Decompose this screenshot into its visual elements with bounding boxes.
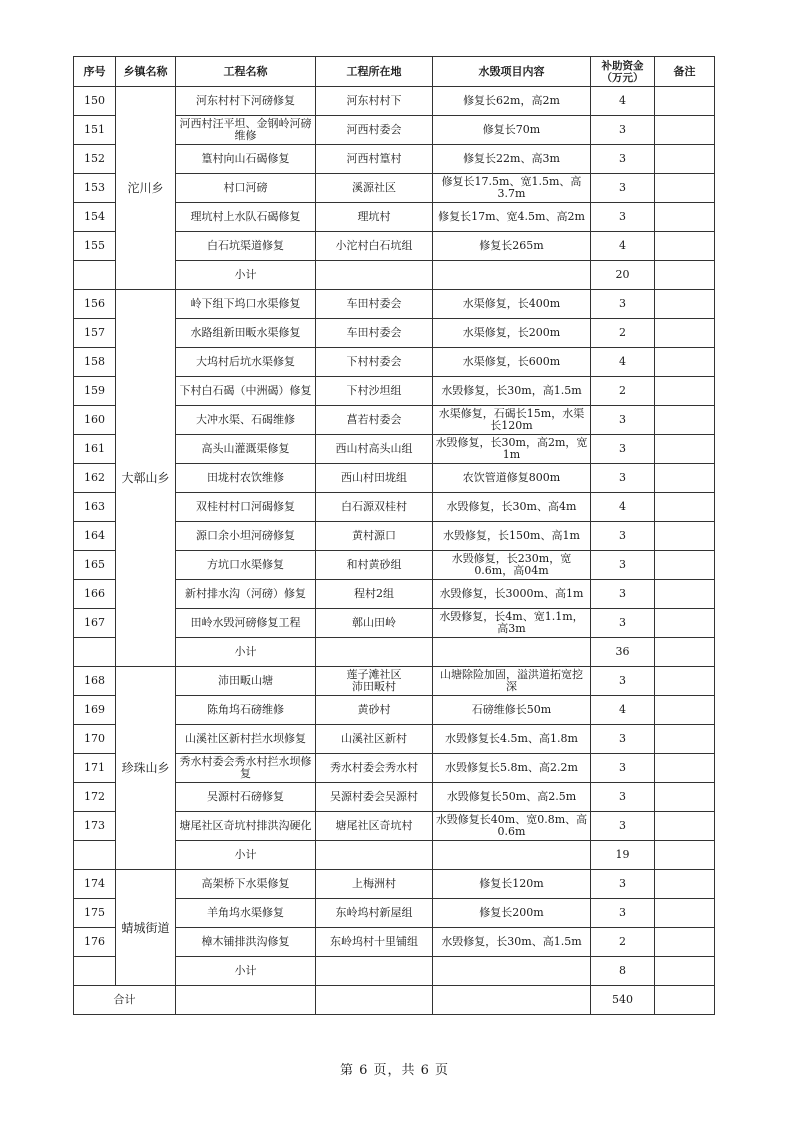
- fund-amount: 2: [591, 928, 655, 957]
- remark-cell: [655, 232, 715, 261]
- fund-amount: 3: [591, 870, 655, 899]
- project-location: 黄砂村: [316, 696, 433, 725]
- project-location: 小沱村白石坑组: [316, 232, 433, 261]
- project-name: 方坑口水渠修复: [176, 551, 316, 580]
- header-content: 水毁项目内容: [433, 57, 591, 87]
- fund-amount: 3: [591, 203, 655, 232]
- remark-cell: [655, 928, 715, 957]
- header-fund: 补助资金 （万元）: [591, 57, 655, 87]
- row-no: 163: [74, 493, 116, 522]
- project-location: 莲子滩社区 沛田畈村: [316, 667, 433, 696]
- fund-amount: 3: [591, 580, 655, 609]
- remark-cell: [655, 667, 715, 696]
- project-location: 黄村源口: [316, 522, 433, 551]
- header-town: 乡镇名称: [116, 57, 176, 87]
- town-name: 大鄣山乡: [116, 290, 176, 667]
- project-content: 修复长70m: [433, 116, 591, 145]
- project-location: 车田村委会: [316, 290, 433, 319]
- fund-amount: 3: [591, 551, 655, 580]
- row-no: 153: [74, 174, 116, 203]
- project-content: 水渠修复，石碣长15m，水渠长120m: [433, 406, 591, 435]
- subtotal-remark-cell: [655, 638, 715, 667]
- total-location-cell: [316, 986, 433, 1015]
- project-content: 水渠修复，长600m: [433, 348, 591, 377]
- page-footer: 第 6 页，共 6 页: [339, 1063, 450, 1078]
- header-remark: 备注: [655, 57, 715, 87]
- project-name: 秀水村委会秀水村拦水坝修复: [176, 754, 316, 783]
- total-project-cell: [176, 986, 316, 1015]
- subtotal-location-cell: [316, 957, 433, 986]
- remark-cell: [655, 551, 715, 580]
- subtotal-amount: 36: [591, 638, 655, 667]
- fund-amount: 4: [591, 87, 655, 116]
- row-no: 157: [74, 319, 116, 348]
- project-name: 村口河磅: [176, 174, 316, 203]
- project-name: 羊角坞水渠修复: [176, 899, 316, 928]
- project-location: 下村村委会: [316, 348, 433, 377]
- town-name: 珍珠山乡: [116, 667, 176, 870]
- town-name: 沱川乡: [116, 87, 176, 290]
- project-location: 吴源村委会吴源村: [316, 783, 433, 812]
- project-content: 水毁修复，长30m、高4m: [433, 493, 591, 522]
- fund-amount: 3: [591, 667, 655, 696]
- project-name: 源口余小坦河磅修复: [176, 522, 316, 551]
- town-name: 蜻城街道: [116, 870, 176, 986]
- project-location: 东岭坞村新屋组: [316, 899, 433, 928]
- project-location: 菖若村委会: [316, 406, 433, 435]
- row-no: 174: [74, 870, 116, 899]
- header-project: 工程名称: [176, 57, 316, 87]
- fund-amount: 3: [591, 406, 655, 435]
- project-name: 双桂村村口河碣修复: [176, 493, 316, 522]
- subtotal-label: 小计: [176, 957, 316, 986]
- remark-cell: [655, 609, 715, 638]
- row-no: 154: [74, 203, 116, 232]
- project-name: 篁村向山石碣修复: [176, 145, 316, 174]
- remark-cell: [655, 464, 715, 493]
- remark-cell: [655, 580, 715, 609]
- row-no: 159: [74, 377, 116, 406]
- total-content-cell: [433, 986, 591, 1015]
- project-name: 岭下组下坞口水渠修复: [176, 290, 316, 319]
- project-location: 西山村田垅组: [316, 464, 433, 493]
- project-name: 樟木铺排洪沟修复: [176, 928, 316, 957]
- header-location: 工程所在地: [316, 57, 433, 87]
- project-location: 和村黄砂组: [316, 551, 433, 580]
- remark-cell: [655, 754, 715, 783]
- subtotal-location-cell: [316, 638, 433, 667]
- project-location: 下村沙坦组: [316, 377, 433, 406]
- project-name: 水路组新田畈水渠修复: [176, 319, 316, 348]
- fund-amount: 3: [591, 116, 655, 145]
- subtotal-remark-cell: [655, 261, 715, 290]
- project-content: 修复长62m，高2m: [433, 87, 591, 116]
- project-location: 程村2组: [316, 580, 433, 609]
- fund-amount: 2: [591, 319, 655, 348]
- subtotal-location-cell: [316, 261, 433, 290]
- subtotal-amount: 19: [591, 841, 655, 870]
- project-content: 水毁修复长50m、高2.5m: [433, 783, 591, 812]
- project-name: 新村排水沟（河磅）修复: [176, 580, 316, 609]
- row-no: 172: [74, 783, 116, 812]
- row-no: 162: [74, 464, 116, 493]
- remark-cell: [655, 899, 715, 928]
- row-no: 150: [74, 87, 116, 116]
- fund-amount: 3: [591, 174, 655, 203]
- total-label: 合计: [74, 986, 176, 1015]
- project-name: 高架桥下水渠修复: [176, 870, 316, 899]
- project-name: 理坑村上水队石碣修复: [176, 203, 316, 232]
- remark-cell: [655, 145, 715, 174]
- fund-amount: 4: [591, 493, 655, 522]
- project-name: 高头山灌溉渠修复: [176, 435, 316, 464]
- project-name: 河西村汪平坦、金钢岭河磅维修: [176, 116, 316, 145]
- project-name: 下村白石碣（中洲碣）修复: [176, 377, 316, 406]
- table-row: [74, 667, 715, 696]
- remark-cell: [655, 493, 715, 522]
- subtotal-no-cell: [74, 261, 116, 290]
- project-name: 塘尾社区奇坑村排洪沟硬化: [176, 812, 316, 841]
- subtotal-location-cell: [316, 841, 433, 870]
- fund-amount: 3: [591, 522, 655, 551]
- header-no: 序号: [74, 57, 116, 87]
- fund-amount: 3: [591, 435, 655, 464]
- project-location: 白石源双桂村: [316, 493, 433, 522]
- row-no: 166: [74, 580, 116, 609]
- remark-cell: [655, 319, 715, 348]
- fund-amount: 3: [591, 754, 655, 783]
- row-no: 175: [74, 899, 116, 928]
- fund-amount: 4: [591, 232, 655, 261]
- subtotal-remark-cell: [655, 841, 715, 870]
- row-no: 151: [74, 116, 116, 145]
- project-content: 水毁修复长4.5m、高1.8m: [433, 725, 591, 754]
- subtotal-no-cell: [74, 957, 116, 986]
- row-no: 173: [74, 812, 116, 841]
- fund-amount: 3: [591, 290, 655, 319]
- project-content: 农饮管道修复800m: [433, 464, 591, 493]
- project-location: 塘尾社区奇坑村: [316, 812, 433, 841]
- project-location: 东岭坞村十里铺组: [316, 928, 433, 957]
- project-content: 水毁修复长40m、宽0.8m、高0.6m: [433, 812, 591, 841]
- project-location: 河东村村下: [316, 87, 433, 116]
- subtotal-no-cell: [74, 638, 116, 667]
- project-content: 山塘除险加固，溢洪道拓宽挖深: [433, 667, 591, 696]
- remark-cell: [655, 696, 715, 725]
- project-content: 水毁修复，长150m、高1m: [433, 522, 591, 551]
- row-no: 170: [74, 725, 116, 754]
- fund-amount: 3: [591, 145, 655, 174]
- remark-cell: [655, 174, 715, 203]
- project-content: 修复长120m: [433, 870, 591, 899]
- project-name: 河东村村下河磅修复: [176, 87, 316, 116]
- project-content: 水毁修复，长30m、高1.5m: [433, 928, 591, 957]
- project-content: 修复长17m、宽4.5m、高2m: [433, 203, 591, 232]
- fund-amount: 3: [591, 899, 655, 928]
- project-content: 水毁修复，长3000m、高1m: [433, 580, 591, 609]
- row-no: 168: [74, 667, 116, 696]
- project-name: 吴源村石磅修复: [176, 783, 316, 812]
- table-row: [74, 870, 715, 899]
- remark-cell: [655, 377, 715, 406]
- project-name: 大坞村后坑水渠修复: [176, 348, 316, 377]
- table-row: [74, 290, 715, 319]
- project-content: 水毁修复，长30m，高1.5m: [433, 377, 591, 406]
- remark-cell: [655, 203, 715, 232]
- header-row: [74, 57, 715, 87]
- project-content: 石磅维修长50m: [433, 696, 591, 725]
- remark-cell: [655, 522, 715, 551]
- project-name: 陈角坞石磅维修: [176, 696, 316, 725]
- remark-cell: [655, 406, 715, 435]
- subtotal-label: 小计: [176, 841, 316, 870]
- fund-amount: 4: [591, 348, 655, 377]
- project-content: 水毁修复长5.8m、高2.2m: [433, 754, 591, 783]
- project-location: 西山村高头山组: [316, 435, 433, 464]
- total-row: [74, 986, 715, 1015]
- row-no: 156: [74, 290, 116, 319]
- fund-amount: 3: [591, 609, 655, 638]
- funding-table: [73, 56, 715, 1015]
- remark-cell: [655, 87, 715, 116]
- row-no: 165: [74, 551, 116, 580]
- project-location: 河西村篁村: [316, 145, 433, 174]
- subtotal-amount: 8: [591, 957, 655, 986]
- row-no: 164: [74, 522, 116, 551]
- project-content: 修复长265m: [433, 232, 591, 261]
- row-no: 155: [74, 232, 116, 261]
- fund-amount: 3: [591, 464, 655, 493]
- project-location: 鄣山田岭: [316, 609, 433, 638]
- project-content: 水渠修复，长200m: [433, 319, 591, 348]
- remark-cell: [655, 870, 715, 899]
- project-location: 理坑村: [316, 203, 433, 232]
- project-location: 车田村委会: [316, 319, 433, 348]
- remark-cell: [655, 290, 715, 319]
- total-amount: 540: [591, 986, 655, 1015]
- subtotal-content-cell: [433, 841, 591, 870]
- row-no: 158: [74, 348, 116, 377]
- table-row: [74, 87, 715, 116]
- project-content: 水渠修复，长400m: [433, 290, 591, 319]
- remark-cell: [655, 116, 715, 145]
- row-no: 152: [74, 145, 116, 174]
- project-location: 河西村委会: [316, 116, 433, 145]
- project-name: 田垅村农饮维修: [176, 464, 316, 493]
- subtotal-content-cell: [433, 261, 591, 290]
- project-name: 山溪社区新村拦水坝修复: [176, 725, 316, 754]
- project-location: 上梅洲村: [316, 870, 433, 899]
- fund-amount: 3: [591, 725, 655, 754]
- fund-amount: 3: [591, 783, 655, 812]
- subtotal-content-cell: [433, 638, 591, 667]
- remark-cell: [655, 435, 715, 464]
- fund-amount: 3: [591, 812, 655, 841]
- row-no: 161: [74, 435, 116, 464]
- project-content: 修复长17.5m、宽1.5m、高3.7m: [433, 174, 591, 203]
- remark-cell: [655, 348, 715, 377]
- project-location: 溪源社区: [316, 174, 433, 203]
- project-name: 沛田畈山塘: [176, 667, 316, 696]
- project-content: 水毁修复，长230m，宽0.6m，高04m: [433, 551, 591, 580]
- project-content: 水毁修复，长4m、宽1.1m，高3m: [433, 609, 591, 638]
- subtotal-no-cell: [74, 841, 116, 870]
- project-content: 水毁修复，长30m，高2m，宽1m: [433, 435, 591, 464]
- subtotal-label: 小计: [176, 261, 316, 290]
- fund-amount: 4: [591, 696, 655, 725]
- subtotal-content-cell: [433, 957, 591, 986]
- fund-amount: 2: [591, 377, 655, 406]
- subtotal-amount: 20: [591, 261, 655, 290]
- project-name: 田岭水毁河磅修复工程: [176, 609, 316, 638]
- total-remark-cell: [655, 986, 715, 1015]
- row-no: 171: [74, 754, 116, 783]
- project-content: 修复长22m、高3m: [433, 145, 591, 174]
- project-content: 修复长200m: [433, 899, 591, 928]
- row-no: 167: [74, 609, 116, 638]
- subtotal-label: 小计: [176, 638, 316, 667]
- remark-cell: [655, 725, 715, 754]
- remark-cell: [655, 812, 715, 841]
- project-location: 山溪社区新村: [316, 725, 433, 754]
- project-name: 白石坑渠道修复: [176, 232, 316, 261]
- subtotal-remark-cell: [655, 957, 715, 986]
- project-location: 秀水村委会秀水村: [316, 754, 433, 783]
- row-no: 169: [74, 696, 116, 725]
- row-no: 176: [74, 928, 116, 957]
- row-no: 160: [74, 406, 116, 435]
- project-name: 大冲水渠、石碣维修: [176, 406, 316, 435]
- remark-cell: [655, 783, 715, 812]
